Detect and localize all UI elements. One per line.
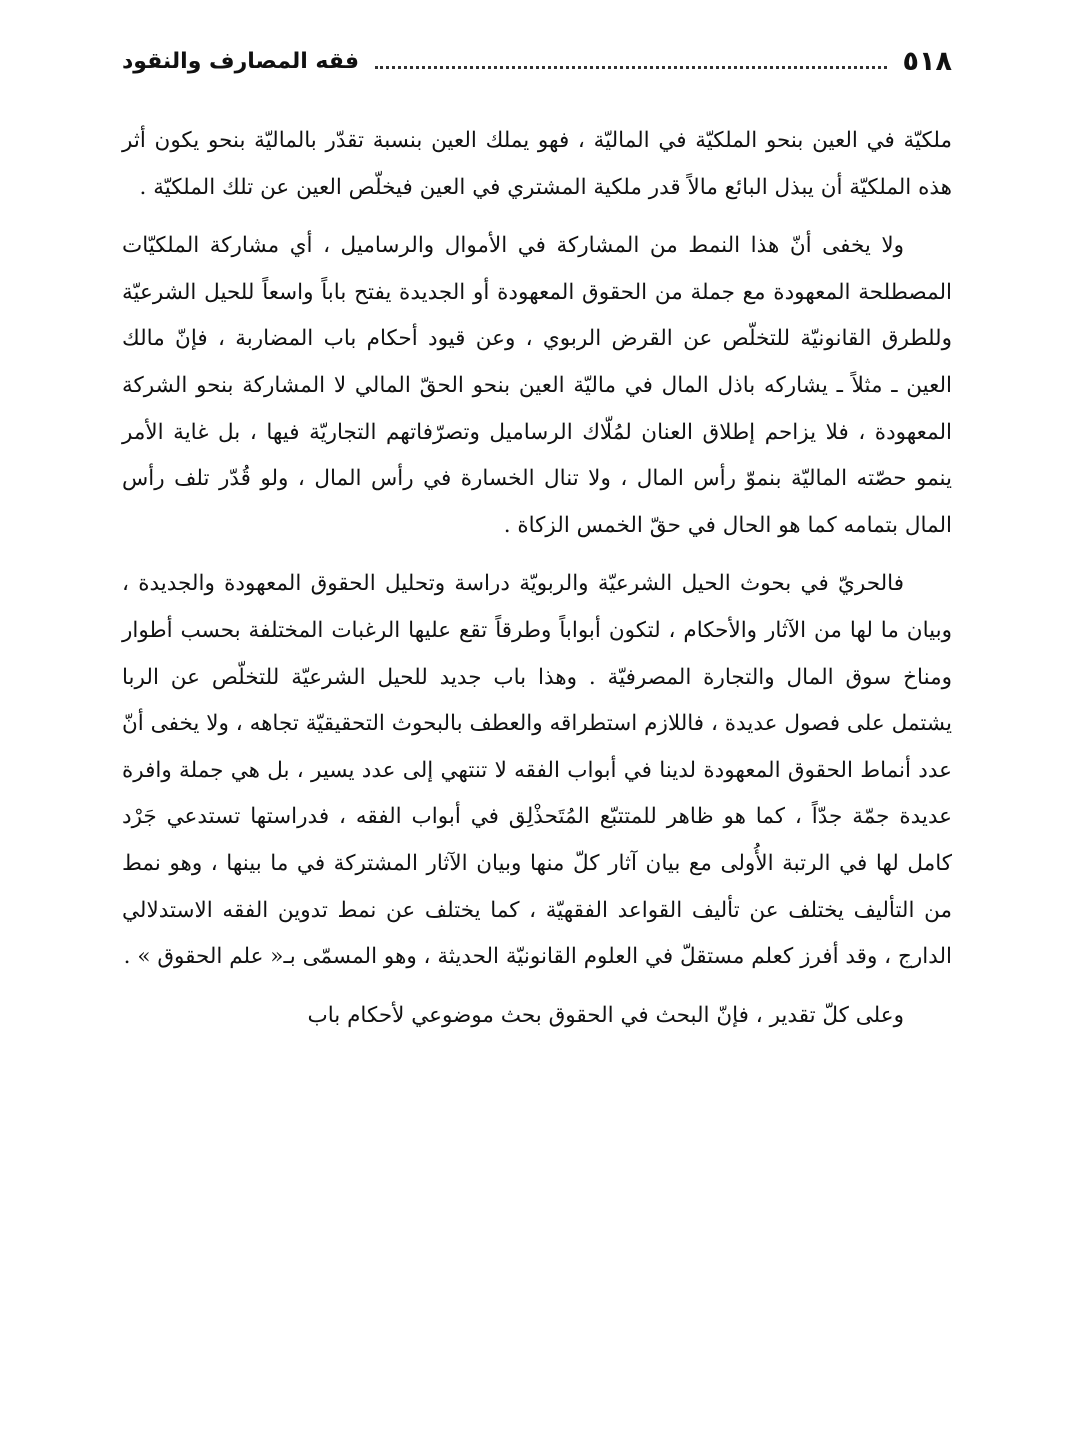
paragraph: فالحريّ في بحوث الحيل الشرعيّة والربويّة دراسة وتحليل الحقوق المعهودة والجديدة ، وبيان ما لها من الآثار والأحكام ، لتكون أبواباً وطرقاً تقع عليها الرغبات المختلفة بحسب أطوار ومناخ سوق المال والتجارة المصرفيّة . وهذا باب جديد للحيل الشرعيّة للتخلّص عن الربا يشتمل على فصول عديدة ، فاللازم استطراقه والعطف بالبحوث التحقيقيّة تجاهه ، ولا يخفى أنّ عدد أنماط الحقوق المعهودة لدينا في أبواب الفقه لا تنتهي إلى عدد يسير ، بل هي جملة وافرة عديدة جمّة جدّاً ، كما هو ظاهر للمتتبّع المُتَحذْلِق في أبواب الفقه ، فدراستها تستدعي جَرْد كامل لها في الرتبة الأُولى مع بيان آثار كلّ منها وبيان الآثار المشتركة في ما بينها ، وهو نمط من التأليف يختلف عن تأليف القواعد الفقهيّة ، كما يختلف عن نمط تدوين الفقه الاستدلالي الدارج ، وقد أفرز كعلم مستقلّ في العلوم القانونيّة الحديثة ، وهو المسمّى بـ« علم الحقوق » . [122, 571, 952, 970]
body-text [122, 118, 952, 1051]
page-header [122, 40, 952, 82]
paragraph-continuation: ملكيّة في العين بنحو الملكيّة في الماليّة ، فهو يملك العين بنسبة تقدّر بالماليّة بنحو يكون أثر هذه الملكيّة أن يبذل البائع مالاً قدر ملكية المشتري في العين فيخلّص العين عن تلك الملكيّة . [122, 128, 952, 200]
page-number: ٥١٨ [902, 45, 952, 77]
paragraph: ولا يخفى أنّ هذا النمط من المشاركة في الأموال والرساميل ، أي مشاركة الملكيّات المصطلحة المعهودة مع جملة من الحقوق المعهودة أو الجديدة يفتح باباً واسعاً للحيل الشرعيّة وللطرق القانونيّة للتخلّص عن القرض الربوي ، وعن قيود أحكام باب المضاربة ، فإنّ مالك العين ـ مثلاً ـ يشاركه باذل المال في ماليّة العين بنحو الحقّ المالي لا المشاركة بنحو الشركة المعهودة ، فلا يزاحم إطلاق العنان لمُلّاك الرساميل وتصرّفاتهم التجاريّة فيها ، بل غاية الأمر ينمو حصّته الماليّة بنموّ رأس المال ، ولا تنال الخسارة في رأس المال ، ولو قُدّر تلف رأس المال بتمامه كما هو الحال في حقّ الخمس الزكاة . [122, 233, 952, 538]
running-title: فقه المصارف والنقود [122, 48, 359, 74]
dotted-leader [375, 66, 887, 69]
paragraph: وعلى كلّ تقدير ، فإنّ البحث في الحقوق بحث موضوعي لأحكام باب [307, 1002, 904, 1028]
